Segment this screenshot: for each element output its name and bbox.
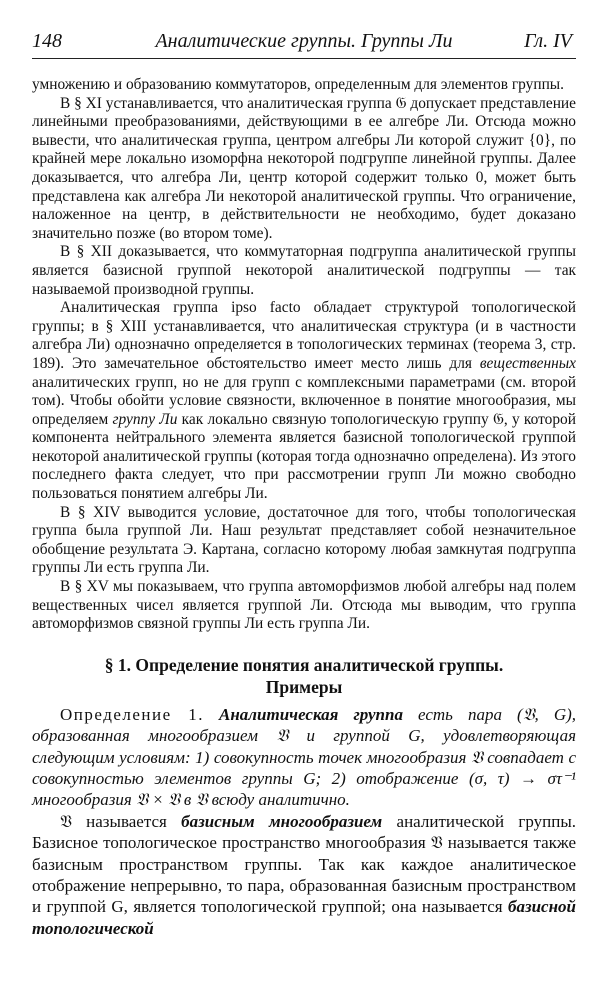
paragraph-section-xii: В § XII доказывается, что коммутаторная подгруппа аналитической группы является базисной группой некоторой аналитической подгруппы — так называемой производной группы. bbox=[32, 243, 576, 298]
text-run: аналитических групп, но не для групп с комплексными параметрами (см. второй том). Чтобы обойти условие связности, включенное в понятие многообразия, мы определяем bbox=[32, 373, 576, 428]
text-run: как локально связную топологическую группу 𝔊, у которой компонента нейтрального элемента является базисной топологической группой некоторой аналитической группы (которая тогда однозначно определена). Из этого последнего факта следует, что при рассмотрении групп Ли можно свободно пользоваться понятием алгебры Ли. bbox=[32, 410, 576, 503]
running-title: Аналитические группы. Группы Ли bbox=[155, 30, 453, 52]
section-subheading: Примеры bbox=[265, 676, 343, 697]
definition-text: есть пара (𝔙, G), образованная многообразием 𝔙 и группой G, удовлетворяющая следующим условиям: 1) совокупность точек многообразия 𝔙 совпадает с совокупностью элементов группы G; 2) отображение (σ, τ) → στ⁻¹ многообразия 𝔙 × 𝔙 в 𝔙 всюду аналитично. bbox=[32, 704, 577, 810]
definition-term: Аналитическая группа bbox=[219, 704, 403, 724]
definition-block bbox=[32, 704, 576, 811]
term-base-manifold: базисным многообразием bbox=[181, 811, 383, 831]
text-run: аналитической группы. Базисное топологическое пространство многообразия 𝔙 называется также базисным пространством группы. Так как каждое аналитическое отображение непрерывно, то пара, образованная базисным пространством и группой G, является топологической группой; она называется bbox=[32, 811, 576, 917]
paragraph-continuation: умножению и образованию коммутаторов, определенным для элементов группы. bbox=[32, 76, 564, 93]
paragraph-section-xiv: В § XIV выводится условие, достаточное для того, чтобы топологическая группа была группой Ли. Наш результат представляет собой незначительное обобщение результата Э. Картана, согласно которому любая замкнутая подгруппа группы Ли есть группа Ли. bbox=[32, 503, 576, 577]
text-run: Аналитическая группа ipso facto обладает структурой топологической группы; в § XIII устанавливается, что аналитическая структура (и в частности алгебра Ли) однозначно определяется в топологических терминах (теорема 3, стр. 189). Это замечательное обстоятельство имеет место лишь для bbox=[32, 299, 576, 372]
paragraph-section-xi: В § XI устанавливается, что аналитическая группа 𝔊 допускает представление линейными преобразованиями, действующими в ее алгебре Ли. Отсюда можно вывести, что аналитическая группа, центром алгебры Ли которой служит {0}, по крайней мере локально изоморфна некоторой подгруппе линейной группы. Далее доказывается, что алгебра Ли, центр которой содержит только 0, может быть представлена как алгебра Ли некоторой аналитической группы. Что ограничение, наложенное на центр, в действительности не необходимо, будет доказано значительно позже (во втором томе). bbox=[32, 94, 576, 242]
continuation-block bbox=[32, 811, 576, 939]
running-header bbox=[32, 28, 576, 59]
paragraph-section-xv: В § XV мы показываем, что группа автоморфизмов любой алгебры над полем вещественных чисел является группой Ли. Отсюда мы выводим, что группа автоморфизмов связной группы Ли есть группа Ли. bbox=[32, 578, 576, 633]
page-body bbox=[32, 76, 576, 939]
emphasis-lie-group: группу Ли bbox=[112, 410, 178, 428]
definition-1 bbox=[32, 704, 576, 811]
emphasis-real: вещественных bbox=[479, 354, 576, 372]
text-run: 𝔙 называется bbox=[60, 811, 182, 831]
term-base-topological: базисной топологической bbox=[32, 897, 576, 938]
page-number: 148 bbox=[32, 30, 62, 52]
definition-label: Определение 1. bbox=[60, 704, 204, 724]
section-heading: § 1. Определение понятия аналитической группы. bbox=[104, 654, 504, 675]
paragraph-section-xiii bbox=[32, 299, 576, 504]
chapter-label: Гл. IV bbox=[524, 30, 572, 52]
paragraph-base-manifold bbox=[32, 811, 576, 939]
